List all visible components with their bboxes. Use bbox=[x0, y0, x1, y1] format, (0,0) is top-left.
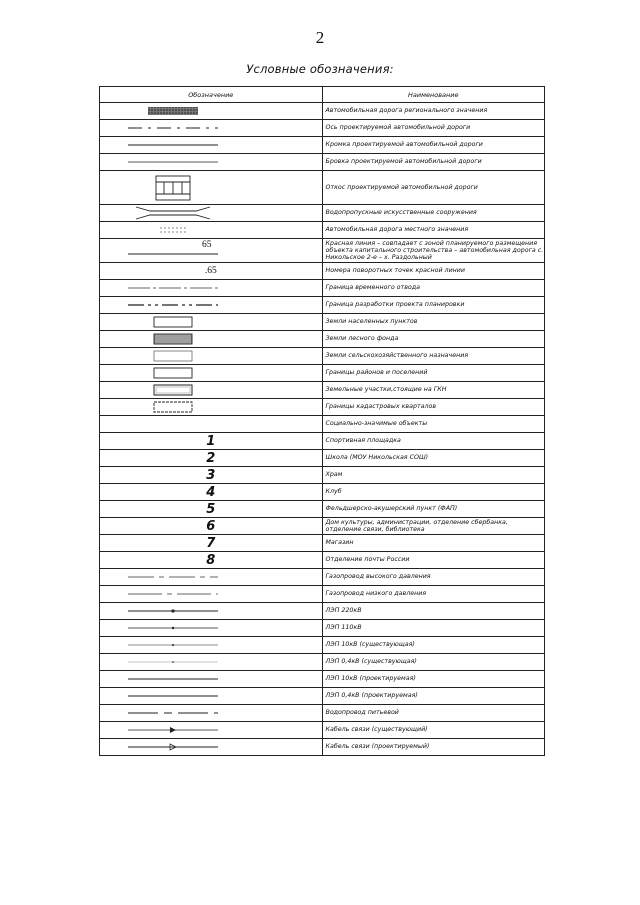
settlement-lands-symbol bbox=[100, 314, 323, 331]
legend-row-name: ЛЭП 10кВ (существующая) bbox=[322, 637, 545, 654]
legend-row bbox=[100, 399, 545, 416]
legend-row-name: Границы районов и поселений bbox=[322, 365, 545, 382]
legend-row bbox=[100, 739, 545, 756]
header-symbol: Обозначение bbox=[100, 87, 323, 103]
legend-row bbox=[100, 450, 545, 467]
legend-row-name: Храм bbox=[322, 467, 545, 484]
legend-row-name: Водопровод питьевой bbox=[322, 705, 545, 722]
legend-row-name: Газопровод высокого давления bbox=[322, 569, 545, 586]
object-number: 4 bbox=[100, 484, 323, 501]
legend-row-name: Дом культуры, администрации, отделение сбербанка, отделение связи, библиотека bbox=[322, 518, 545, 535]
regional-road-symbol bbox=[100, 103, 323, 120]
legend-row bbox=[100, 382, 545, 399]
gas-high-pressure-symbol bbox=[100, 569, 323, 586]
legend-row bbox=[100, 586, 545, 603]
legend-row bbox=[100, 518, 545, 535]
legend-row bbox=[100, 654, 545, 671]
legend-row bbox=[100, 569, 545, 586]
red-line-point-label: 65 bbox=[202, 240, 212, 250]
legend-row bbox=[100, 205, 545, 222]
empty-symbol bbox=[100, 416, 323, 433]
cable-projected-symbol bbox=[100, 739, 323, 756]
legend-row-name: Кабель связи (существующий) bbox=[322, 722, 545, 739]
power-line-04-existing-symbol bbox=[100, 654, 323, 671]
legend-row-name: Граница разработки проекта планировки bbox=[322, 297, 545, 314]
agricultural-lands-symbol bbox=[100, 348, 323, 365]
turning-point-number: .65 bbox=[100, 263, 323, 280]
object-number: 1 bbox=[100, 433, 323, 450]
header-name: Наименование bbox=[322, 87, 545, 103]
legend-row bbox=[100, 263, 545, 280]
local-road-symbol bbox=[100, 222, 323, 239]
legend-row-name: Клуб bbox=[322, 484, 545, 501]
legend-row bbox=[100, 688, 545, 705]
section-heading: Социально-значимые объекты bbox=[322, 416, 545, 433]
land-plots-symbol bbox=[100, 382, 323, 399]
gas-low-pressure-symbol bbox=[100, 586, 323, 603]
legend-section-row bbox=[100, 416, 545, 433]
legend-row bbox=[100, 484, 545, 501]
power-line-220-symbol bbox=[100, 603, 323, 620]
legend-row-name: ЛЭП 0,4кВ (существующая) bbox=[322, 654, 545, 671]
legend-title: Условные обозначения: bbox=[246, 62, 394, 76]
road-brow-symbol bbox=[100, 154, 323, 171]
object-number: 5 bbox=[100, 501, 323, 518]
legend-row-name: Газопровод низкого давления bbox=[322, 586, 545, 603]
legend-row-name: Школа (МОУ Никольская СОШ) bbox=[322, 450, 545, 467]
legend-row-name: ЛЭП 10кВ (проектируемая) bbox=[322, 671, 545, 688]
district-boundary-symbol bbox=[100, 365, 323, 382]
legend-row-name: Граница временного отвода bbox=[322, 280, 545, 297]
legend-row bbox=[100, 348, 545, 365]
legend-row-name: Спортивная площадка bbox=[322, 433, 545, 450]
legend-row bbox=[100, 552, 545, 569]
planning-boundary-symbol bbox=[100, 297, 323, 314]
object-number: 3 bbox=[100, 467, 323, 484]
cadastral-quarter-symbol bbox=[100, 399, 323, 416]
legend-row bbox=[100, 535, 545, 552]
legend-row-name: Земли лесного фонда bbox=[322, 331, 545, 348]
legend-row-name: Откос проектируемой автомобильной дороги bbox=[322, 171, 545, 205]
power-line-04-projected-symbol bbox=[100, 688, 323, 705]
legend-row-name: Фельдшерско-акушерский пункт (ФАП) bbox=[322, 501, 545, 518]
legend-row bbox=[100, 154, 545, 171]
power-line-10-projected-symbol bbox=[100, 671, 323, 688]
object-number: 7 bbox=[100, 535, 323, 552]
legend-row bbox=[100, 637, 545, 654]
legend-header-row bbox=[100, 87, 545, 103]
legend-row-name: Автомобильная дорога местного значения bbox=[322, 222, 545, 239]
legend-row-name: Отделение почты России bbox=[322, 552, 545, 569]
legend-row-name: Земли населенных пунктов bbox=[322, 314, 545, 331]
road-edge-symbol bbox=[100, 137, 323, 154]
legend-row-name: ЛЭП 110кВ bbox=[322, 620, 545, 637]
legend-row-name: Красная линия – совпадает с зоной планируемого размещения объекта капитального строительства – автомобильная дорога с. Никольское 2-е – х. Раздольный bbox=[322, 239, 545, 263]
legend-row-name: Номера поворотных точек красной линии bbox=[322, 263, 545, 280]
legend-row bbox=[100, 671, 545, 688]
object-number: 2 bbox=[100, 450, 323, 467]
temporary-allotment-symbol bbox=[100, 280, 323, 297]
legend-row bbox=[100, 603, 545, 620]
legend-row bbox=[100, 222, 545, 239]
red-line-symbol bbox=[100, 239, 323, 263]
legend-row bbox=[100, 331, 545, 348]
legend-row-name: Магазин bbox=[322, 535, 545, 552]
forest-lands-symbol bbox=[100, 331, 323, 348]
legend-row bbox=[100, 314, 545, 331]
legend-row bbox=[100, 501, 545, 518]
legend-row-name: ЛЭП 220кВ bbox=[322, 603, 545, 620]
road-axis-symbol bbox=[100, 120, 323, 137]
legend-row bbox=[100, 365, 545, 382]
legend-row bbox=[100, 297, 545, 314]
legend-row bbox=[100, 722, 545, 739]
legend-row bbox=[100, 137, 545, 154]
object-number: 8 bbox=[100, 552, 323, 569]
legend-row-name: Земельные участки,стоящие на ГКН bbox=[322, 382, 545, 399]
legend-row bbox=[100, 620, 545, 637]
legend-row-name: ЛЭП 0,4кВ (проектируемая) bbox=[322, 688, 545, 705]
culvert-symbol bbox=[100, 205, 323, 222]
road-slope-symbol bbox=[100, 171, 323, 205]
legend-row-name: Кабель связи (проектируемый) bbox=[322, 739, 545, 756]
legend-row bbox=[100, 239, 545, 263]
legend-row bbox=[100, 120, 545, 137]
legend-row-name: Водопропускные искусственные сооружения bbox=[322, 205, 545, 222]
legend-row-name: Земли сельскохозяйственного назначения bbox=[322, 348, 545, 365]
water-pipe-symbol bbox=[100, 705, 323, 722]
legend-row-name: Автомобильная дорога регионального значения bbox=[322, 103, 545, 120]
legend-row-name: Кромка проектируемой автомобильной дороги bbox=[322, 137, 545, 154]
legend-row bbox=[100, 280, 545, 297]
legend-row bbox=[100, 705, 545, 722]
power-line-110-symbol bbox=[100, 620, 323, 637]
legend-table bbox=[99, 86, 545, 756]
legend-row-name: Бровка проектируемой автомобильной дороги bbox=[322, 154, 545, 171]
legend-row bbox=[100, 467, 545, 484]
object-number: 6 bbox=[100, 518, 323, 535]
power-line-10-existing-symbol bbox=[100, 637, 323, 654]
cable-existing-symbol bbox=[100, 722, 323, 739]
legend-row bbox=[100, 103, 545, 120]
legend-row-name: Границы кадастровых кварталов bbox=[322, 399, 545, 416]
legend-row-name: Ось проектируемой автомобильной дороги bbox=[322, 120, 545, 137]
legend-row bbox=[100, 171, 545, 205]
legend-row bbox=[100, 433, 545, 450]
page-number: 2 bbox=[315, 28, 325, 47]
